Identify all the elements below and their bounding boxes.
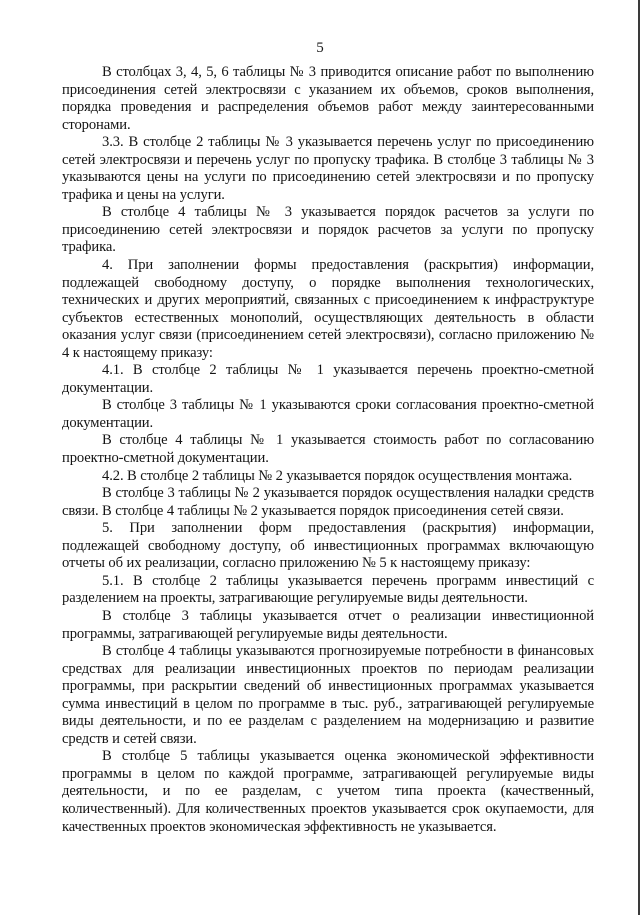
paragraph: В столбце 3 таблицы указывается отчет о реализации инвестиционной программы, затрагивающей регулируемые виды деятельности.: [62, 607, 594, 642]
paragraph: 4.2. В столбце 2 таблицы № 2 указывается порядок осуществления монтажа.: [102, 467, 573, 484]
paragraph: В столбце 5 таблицы указывается оценка экономической эффективности программы в целом по каждой программе, затрагивающей регулируемые виды деятельности, и по ее разделам, с учетом типа проекта (качественный, количественный). Для количественных проектов указывается срок окупаемости, для качественных проектов экономическая эффективность не указывается.: [62, 748, 594, 835]
paragraph: 4. При заполнении формы предоставления (раскрытия) информации, подлежащей свободному доступу, о порядке выполнения технологических, технических и других мероприятий, связанных с присоединением к инфраструктуре субъектов естественных монополий, осуществляющих деятельность в области оказания услуг связи (присоединением сетей электросвязи), согласно приложению № 4 к настоящему приказу:: [62, 257, 594, 361]
paragraph: В столбце 4 таблицы № 1 указывается стоимость работ по согласованию проектно-сметной документации.: [62, 432, 594, 467]
paragraph: 3.3. В столбце 2 таблицы № 3 указывается перечень услуг по присоединению сетей электросвязи и перечень услуг по пропуску трафика. В столбце 3 таблицы № 3 указываются цены на услуги по присоединению сетей электросвязи и по пропуску трафика и цены на услуги.: [62, 134, 594, 203]
paragraph: В столбце 3 таблицы № 2 указывается порядок осуществления наладки средств связи. В столбце 4 таблицы № 2 указывается порядок присоединения сетей связи.: [62, 485, 594, 519]
page-number: 5: [316, 40, 324, 56]
paragraph: В столбце 4 таблицы указываются прогнозируемые потребности в финансовых средствах для реализации инвестиционных проектов по периодам реализации программы, при раскрытии сведений об инвестиционных программах указывается сумма инвестиций в целом по программе в тыс. руб., затрагивающей регулируемые виды деятельности, и по ее разделам с разделением на модернизацию и развитие средств и сетей связи.: [62, 643, 594, 747]
document-body: [62, 64, 594, 836]
paragraph: В столбце 4 таблицы № 3 указывается порядок расчетов за услуги по присоединению сетей электросвязи и порядок расчетов за услуги по пропуску трафика.: [62, 204, 594, 256]
paragraph: В столбцах 3, 4, 5, 6 таблицы № 3 приводится описание работ по выполнению присоединения сетей электросвязи с указанием их объемов, сроков выполнения, порядка проведения и распределения объемов работ между заинтересованными сторонами.: [62, 64, 594, 133]
paragraph: 5. При заполнении форм предоставления (раскрытия) информации, подлежащей свободному доступу, об инвестиционных программах включающую отчеты об их реализации, согласно приложению № 5 к настоящему приказу:: [62, 520, 594, 572]
paragraph: 4.1. В столбце 2 таблицы № 1 указывается перечень проектно-сметной документации.: [62, 362, 594, 396]
paragraph: 5.1. В столбце 2 таблицы указывается перечень программ инвестиций с разделением на проекты, затрагивающие регулируемые виды деятельности.: [62, 572, 594, 607]
paragraph: В столбце 3 таблицы № 1 указываются сроки согласования проектно-сметной документации.: [62, 397, 594, 431]
